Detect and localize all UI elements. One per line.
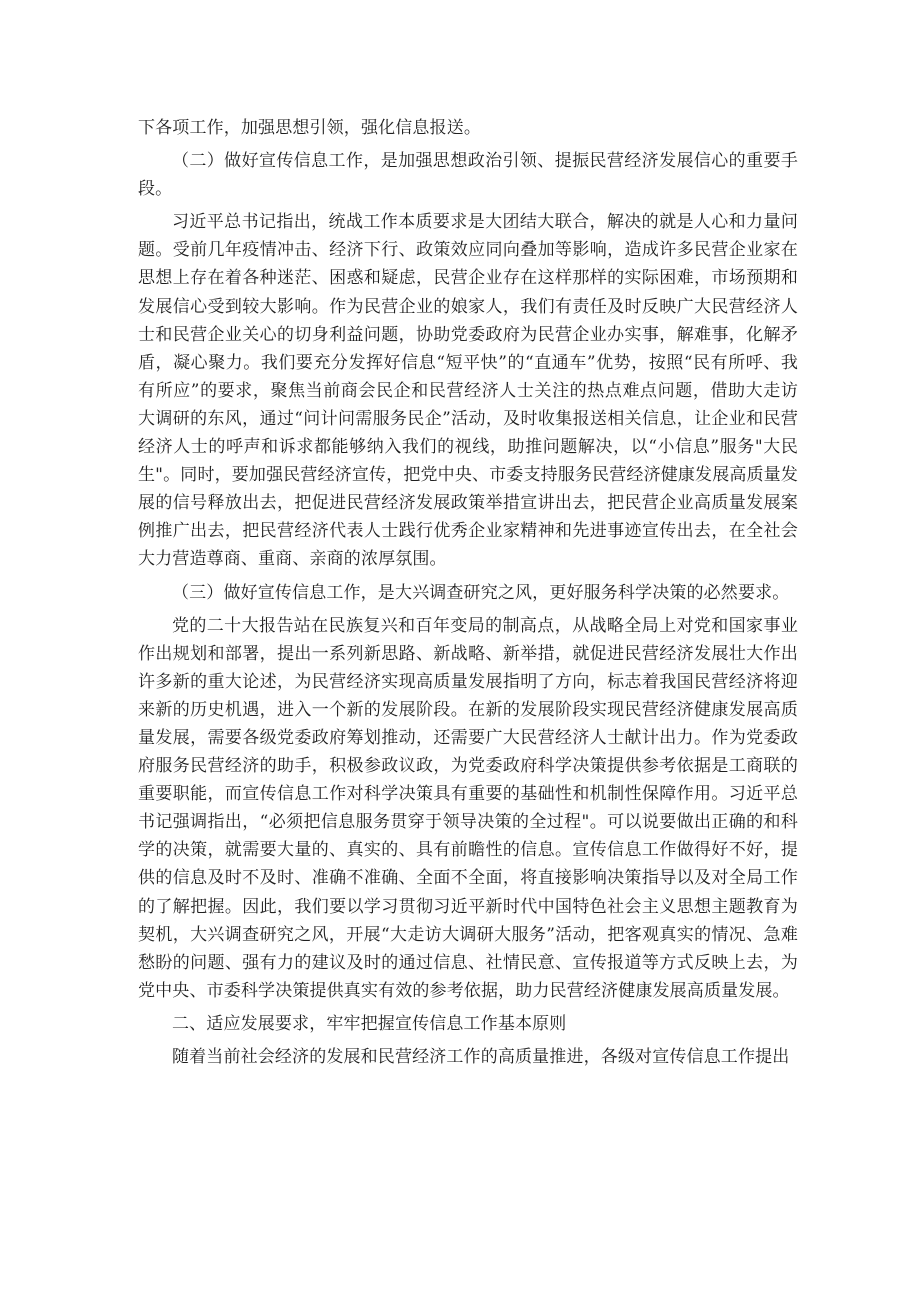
paragraph: 习近平总书记指出，统战工作本质要求是大团结大联合，解决的就是人心和力量问题。受前几年疫情冲击、经济下行、政策效应同向叠加等影响，造成许多民营企业家在思想上存在着各种迷茫、困惑和疑虑，民营企业存在这样那样的实际困难，市场预期和发展信心受到较大影响。作为民营企业的娘家人，我们有责任及时反映广大民营经济人士和民营企业关心的切身利益问题，协助党委政府为民营企业办实事，解难事，化解矛盾，凝心聚力。我们要充分发挥好信息“短平快”的“直通车”优势，按照“民有所呼、我有所应”的要求，聚焦当前商会民企和民营经济人士关注的热点难点问题，借助大走访大调研的东风，通过“问计问需服务民企”活动，及时收集报送相关信息，让企业和民营经济人士的呼声和诉求都能够纳入我们的视线，助推问题解决，以“小信息”服务"大民生"。同时，要加强民营经济宣传，把党中央、市委支持服务民营经济健康发展高质量发展的信号释放出去，把促进民营经济发展政策举措宣讲出去，把民营企业高质量发展案例推广出去，把民营经济代表人士践行优秀企业家精神和先进事迹宣传出去，在全社会大力营造尊商、重商、亲商的浓厚氛围。 (138, 212, 798, 570)
paragraph: 党的二十大报告站在民族复兴和百年变局的制高点，从战略全局上对党和国家事业作出规划和部署，提出一系列新思路、新战略、新举措，就促进民营经济发展壮大作出许多新的重大论述，为民营经济实现高质量发展指明了方向，标志着我国民营经济将迎来新的历史机遇，进入一个新的发展阶段。在新的发展阶段实现民营经济健康发展高质量发展，需要各级党委政府筹划推动，还需要广大民营经济人士献计出力。作为党委政府服务民营经济的助手，积极参政议政，为党委政府科学决策提供参考依据是工商联的重要职能，而宣传信息工作对科学决策具有重要的基础性和机制性保障作用。习近平总书记强调指出，“必须把信息服务贯穿于领导决策的全过程"。可以说要做出正确的和科学的决策，就需要大量的、真实的、具有前瞻性的信息。宣传信息工作做得好不好，提供的信息及时不及时、准确不准确、全面不全面，将直接影响决策指导以及对全局工作的了解把握。因此，我们要以学习贯彻习近平新时代中国特色社会主义思想主题教育为契机，大兴调查研究之风，开展“大走访大调研大服务”活动，把客观真实的情况、急难愁盼的问题、强有力的建议及时的通过信息、社情民意、宣传报道等方式反映上去，为党中央、市委科学决策提供真实有效的参考依据，助力民营经济健康发展高质量发展。 (138, 615, 798, 1001)
paragraph: 随着当前社会经济的发展和民营经济工作的高质量推进，各级对宣传信息工作提出 (172, 1047, 790, 1067)
paragraph: 下各项工作，加强思想引领，强化信息报送。 (138, 118, 481, 138)
document-body (138, 114, 798, 1076)
section-heading: （三）做好宣传信息工作，是大兴调查研究之风，更好服务科学决策的必然要求。 (172, 582, 790, 603)
section-heading: （二）做好宣传信息工作，是加强思想政治引领、提振民营经济发展信心的重要手段。 (138, 151, 798, 200)
section-heading: 二、适应发展要求，牢牢把握宣传信息工作基本原则 (172, 1013, 567, 1034)
